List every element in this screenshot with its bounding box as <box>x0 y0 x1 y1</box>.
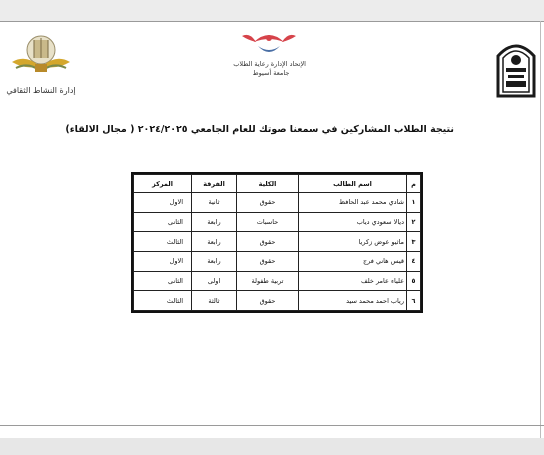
page-edge <box>540 21 541 438</box>
bottom-band <box>0 438 544 455</box>
cell-rank: الاول <box>134 251 192 271</box>
cell-student-name: ماثيو عوض زكريا <box>299 232 407 252</box>
cell-student-name: قيس هاني فرج <box>299 251 407 271</box>
center-logo-caption-1: الإتحاد الإدارة رعاية الطلاب <box>233 60 306 68</box>
cell-no: ٢ <box>407 212 421 232</box>
cell-rank: الثالث <box>134 291 192 311</box>
cell-year: رابعة <box>192 212 237 232</box>
header-year: الفرقة <box>192 175 237 193</box>
top-divider <box>0 21 544 22</box>
left-logo-caption: إدارة النشاط الثقافي <box>6 86 76 95</box>
cell-college: حاسبات <box>237 212 299 232</box>
cell-college: تربية طفولة <box>237 271 299 291</box>
cell-no: ٦ <box>407 291 421 311</box>
cell-college: حقوق <box>237 232 299 252</box>
cell-college: حقوق <box>237 291 299 311</box>
cell-rank: الثانى <box>134 271 192 291</box>
table-header-row <box>134 175 421 193</box>
table-row <box>134 251 421 271</box>
table-row <box>134 232 421 252</box>
center-logo-caption-2: جامعة أسيوط <box>252 69 290 77</box>
cell-year: اولى <box>192 271 237 291</box>
cell-college: حقوق <box>237 193 299 213</box>
table-row <box>134 212 421 232</box>
cell-year: رابعة <box>192 251 237 271</box>
cell-student-name: رياب احمد محمد سيد <box>299 291 407 311</box>
cell-year: ثالثة <box>192 291 237 311</box>
header-rank: المركز <box>134 175 192 193</box>
header-no: م <box>407 175 421 193</box>
document-title: نتيجة الطلاب المشاركين في سمعنا صوتك للعام الجامعي ٢٠٢٤/٢٠٢٥ ( مجال الالقاء) <box>65 124 454 135</box>
cell-college: حقوق <box>237 251 299 271</box>
top-band <box>0 0 544 21</box>
cell-no: ٥ <box>407 271 421 291</box>
header-student-name: اسم الطالب <box>299 175 407 193</box>
header-college: الكلية <box>237 175 299 193</box>
cell-no: ١ <box>407 193 421 213</box>
cell-rank: الاول <box>134 193 192 213</box>
cell-year: رابعة <box>192 232 237 252</box>
cell-student-name: ديالا سعودي دياب <box>299 212 407 232</box>
results-table <box>131 172 423 313</box>
table-row <box>134 193 421 213</box>
bottom-divider <box>0 425 544 426</box>
table-row <box>134 291 421 311</box>
cell-year: ثانية <box>192 193 237 213</box>
cultural-activity-logo <box>6 32 76 90</box>
cell-no: ٤ <box>407 251 421 271</box>
university-emblem <box>494 38 538 98</box>
cell-student-name: شادي محمد عبد الحافظ <box>299 193 407 213</box>
cell-rank: الثانى <box>134 212 192 232</box>
cell-rank: الثالث <box>134 232 192 252</box>
cell-no: ٣ <box>407 232 421 252</box>
table-row <box>134 271 421 291</box>
cell-student-name: علياء عامر خلف <box>299 271 407 291</box>
